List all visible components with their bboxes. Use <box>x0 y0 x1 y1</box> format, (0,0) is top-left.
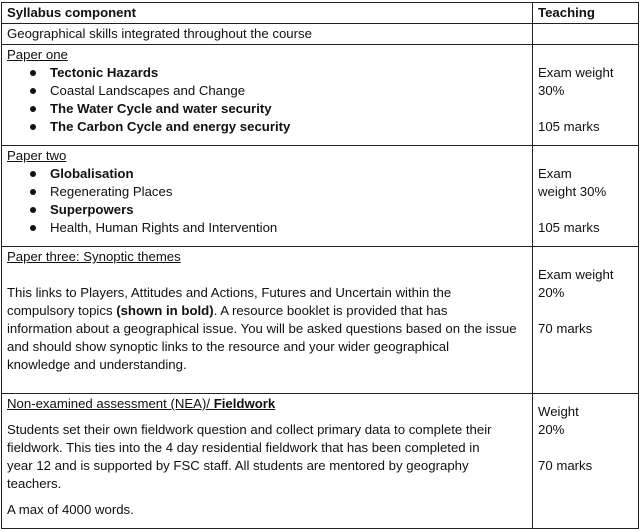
desc-line: . A resource booklet is provided that has <box>213 303 448 318</box>
integrated-teaching-empty <box>533 24 639 45</box>
bullet-icon <box>30 124 36 130</box>
list-item <box>25 165 527 183</box>
nea-word-limit: A max of 4000 words. <box>7 502 134 517</box>
paper-two-title: Paper two <box>7 148 67 163</box>
topic-label: Health, Human Rights and Intervention <box>50 220 278 235</box>
nea-weight-value: 20% <box>538 422 565 437</box>
topic-label: The Carbon Cycle and energy security <box>50 119 291 134</box>
paper-two-weight-value: weight 30% <box>538 184 607 199</box>
nea-weight-label: Weight <box>538 404 579 419</box>
integrated-skills: Geographical skills integrated throughout the course <box>2 24 533 45</box>
paper-three-teaching <box>533 247 639 394</box>
paper-one-weight-label: Exam weight <box>538 65 614 80</box>
list-item <box>25 201 527 219</box>
bullet-icon <box>30 189 36 195</box>
desc-line: This links to Players, Attitudes and Actions, Futures and Uncertain within the <box>7 285 452 300</box>
paper-two-teaching <box>533 146 639 247</box>
desc-line: knowledge and understanding. <box>7 357 187 372</box>
list-item <box>25 82 527 100</box>
desc-line: and should show synoptic links to the resource and your wider geographical <box>7 339 450 354</box>
paper-two-row <box>2 146 639 247</box>
list-item <box>25 100 527 118</box>
desc-line: fieldwork. This ties into the 4 day residential fieldwork that has been completed in <box>7 440 480 455</box>
list-item <box>25 219 527 237</box>
syllabus-table <box>1 2 639 529</box>
topic-label: Regenerating Places <box>50 184 173 199</box>
nea-title-bold: Fieldwork <box>213 396 276 411</box>
bullet-icon <box>30 70 36 76</box>
topic-label: The Water Cycle and water security <box>50 101 272 116</box>
desc-line: teachers. <box>7 476 62 491</box>
nea-teaching <box>533 394 639 529</box>
paper-three-description <box>7 284 527 374</box>
list-item <box>25 118 527 136</box>
nea-row <box>2 394 639 529</box>
paper-three-marks: 70 marks <box>538 321 593 336</box>
topic-label: Coastal Landscapes and Change <box>50 83 246 98</box>
paper-three-cell <box>2 247 533 394</box>
desc-line: year 12 and is supported by FSC staff. All students are mentored by geography <box>7 458 469 473</box>
paper-one-marks: 105 marks <box>538 119 600 134</box>
paper-three-weight-label: Exam weight <box>538 267 614 282</box>
nea-title <box>7 395 527 413</box>
paper-one-title: Paper one <box>7 47 68 62</box>
paper-one-teaching <box>533 45 639 146</box>
paper-three-title: Paper three: Synoptic themes <box>7 249 181 264</box>
paper-one-row <box>2 45 639 146</box>
desc-bold: (shown in bold) <box>116 303 214 318</box>
bullet-icon <box>30 225 36 231</box>
nea-marks: 70 marks <box>538 458 593 473</box>
header-row <box>2 3 639 24</box>
topic-label: Tectonic Hazards <box>50 65 159 80</box>
paper-one-cell <box>2 45 533 146</box>
nea-title-plain: Non-examined assessment (NEA)/ <box>7 396 214 411</box>
nea-description <box>7 421 527 493</box>
header-component: Syllabus component <box>2 3 533 24</box>
bullet-icon <box>30 106 36 112</box>
paper-one-weight-value: 30% <box>538 83 565 98</box>
desc-line: information about a geographical issue. You will be asked questions based on the issue <box>7 321 517 336</box>
nea-cell <box>2 394 533 529</box>
list-item <box>25 183 527 201</box>
paper-one-topics <box>7 64 527 136</box>
integrated-row <box>2 24 639 45</box>
desc-line: compulsory topics <box>7 303 117 318</box>
paper-three-weight-value: 20% <box>538 285 565 300</box>
topic-label: Globalisation <box>50 166 134 181</box>
paper-two-marks: 105 marks <box>538 220 600 235</box>
desc-line: Students set their own fieldwork question and collect primary data to complete their <box>7 422 492 437</box>
paper-two-cell <box>2 146 533 247</box>
header-teaching: Teaching <box>533 3 639 24</box>
bullet-icon <box>30 207 36 213</box>
paper-three-row <box>2 247 639 394</box>
bullet-icon <box>30 171 36 177</box>
topic-label: Superpowers <box>50 202 134 217</box>
paper-two-topics <box>7 165 527 237</box>
bullet-icon <box>30 88 36 94</box>
paper-two-weight-label: Exam <box>538 166 572 181</box>
list-item <box>25 64 527 82</box>
